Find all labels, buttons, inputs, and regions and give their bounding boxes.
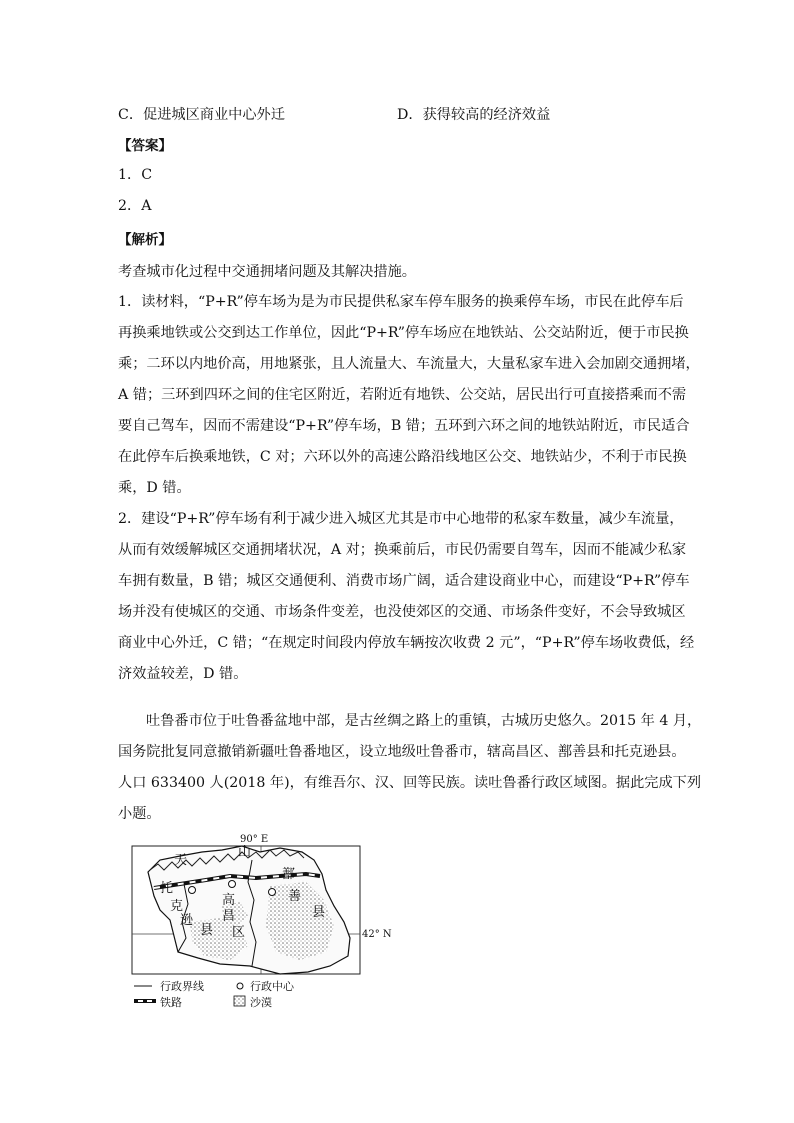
passage-line: 国务院批复同意撤销新疆吐鲁番地区，设立地级吐鲁番市，辖高昌区、鄯善县和托克逊县。 xyxy=(118,744,686,760)
analysis-line: 考查城市化过程中交通拥堵问题及其解决措施。 xyxy=(118,264,416,280)
legend-railway: 铁路 xyxy=(160,996,182,1009)
legend-center-symbol xyxy=(237,983,243,989)
analysis-line: 车拥有数量，B 错；城区交通便利、消费市场广阔，适合建设商业中心，而建设“P+R”停车 xyxy=(118,573,690,589)
option-d: D．获得较高的经济效益 xyxy=(397,107,551,123)
passage-line: 小题。 xyxy=(118,806,161,822)
label-qu: 区 xyxy=(232,925,246,940)
analysis-line: 济效益较差，D 错。 xyxy=(118,666,248,682)
legend-boundary: 行政界线 xyxy=(160,980,204,993)
passage-line: 吐鲁番市位于吐鲁番盆地中部，是古丝绸之路上的重镇，古城历史悠久。2015 年 4 月， xyxy=(146,713,702,729)
analysis-line: 在此停车后换乘地铁，C 对；六环以外的高速公路沿线地区公交、地铁站少，不利于市民换 xyxy=(118,449,687,465)
label-shan3: 善 xyxy=(288,889,302,904)
analysis-line: 乘，D 错。 xyxy=(118,480,191,496)
analysis-line: 再换乘地铁或公交到达工作单位，因此“P+R”停车场应在地铁站、公交站附近，便于市民换 xyxy=(118,325,689,341)
analysis-line: 乘；二环以内地价高，用地紧张，且人流量大、车流量大，大量私家车进入会加剧交通拥堵， xyxy=(118,356,700,372)
answer-2: 2．A xyxy=(118,198,152,214)
analysis-line: 场并没有使城区的交通、市场条件变差，也没使郊区的交通、市场条件变好，不会导致城区 xyxy=(118,604,686,620)
legend-center: 行政中心 xyxy=(250,980,294,993)
label-xian1: 县 xyxy=(200,923,214,938)
label-shan2: 鄯 xyxy=(282,867,296,882)
analysis-header: 【解析】 xyxy=(118,232,172,248)
legend-desert-symbol xyxy=(234,996,245,1006)
center-tuokexun xyxy=(189,887,196,894)
label-gao: 高 xyxy=(222,893,236,908)
turpan-map xyxy=(130,826,392,1016)
label-xun: 逊 xyxy=(180,913,194,928)
map-svg xyxy=(130,826,392,1016)
analysis-line: 商业中心外迁，C 错；“在规定时间段内停放车辆按次收费 2 元”，“P+R”停车场收费低，经 xyxy=(118,635,695,651)
center-shanshan xyxy=(269,889,276,896)
option-c: C．促进城区商业中心外迁 xyxy=(118,107,285,123)
label-tian: 天 xyxy=(174,853,188,868)
analysis-line: 要自己驾车，因而不需建设“P+R”停车场，B 错；五环到六环之间的地铁站附近，市民适合 xyxy=(118,418,690,434)
label-ke: 克 xyxy=(170,899,184,914)
analysis-line: 2．建设“P+R”停车场有利于减少进入城区尤其是市中心地带的私家车数量，减少车流量， xyxy=(118,511,684,527)
legend-desert: 沙漠 xyxy=(250,996,272,1009)
center-gaochang xyxy=(229,881,236,888)
label-tuo: 托 xyxy=(160,881,174,896)
label-shan: 山 xyxy=(238,845,252,860)
answer-1: 1．C xyxy=(118,167,153,183)
analysis-line: A 错；三环到四环之间的住宅区附近，若附近有地铁、公交站，居民出行可直接搭乘而不需 xyxy=(118,387,687,403)
legend-railway-symbol xyxy=(134,999,156,1003)
analysis-line: 1．读材料，“P+R”停车场为是为市民提供私家车停车服务的换乘停车场，市民在此停车后 xyxy=(118,294,684,310)
lon-label: 90° E xyxy=(240,834,269,845)
label-chang: 昌 xyxy=(222,909,236,924)
analysis-line: 从而有效缓解城区交通拥堵状况，A 对；换乘前后，市民仍需要自驾车，因而不能减少私家 xyxy=(118,542,687,558)
label-xian2: 县 xyxy=(312,905,326,920)
answer-header: 【答案】 xyxy=(118,138,172,154)
lat-label: 42° N xyxy=(362,929,392,940)
passage-line: 人口 633400 人(2018 年)，有维吾尔、汉、回等民族。读吐鲁番行政区域图。据此完成下列 xyxy=(118,775,702,791)
